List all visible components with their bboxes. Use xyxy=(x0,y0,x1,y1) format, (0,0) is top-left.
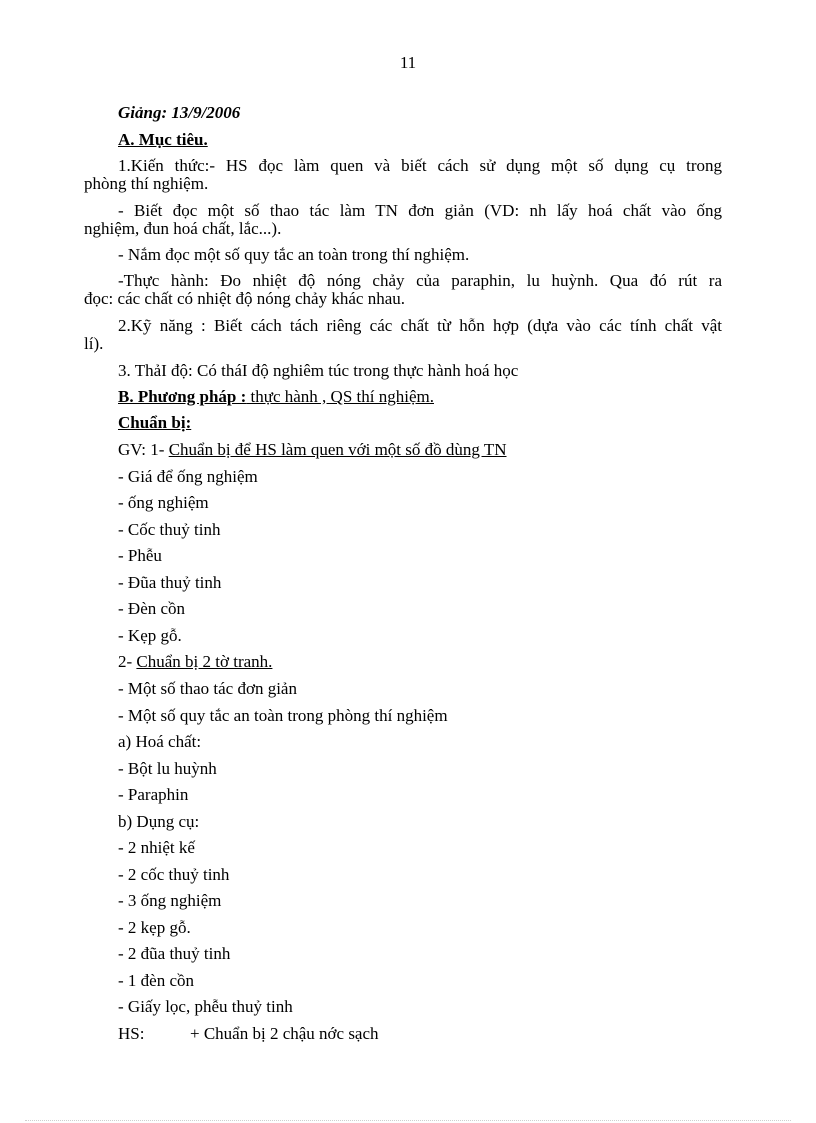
list-item: - Giấy lọc, phễu thuỷ tinh xyxy=(118,997,293,1016)
hs-label: HS: xyxy=(118,1024,145,1043)
gv-heading: Chuẩn bị để HS làm quen với một số đồ dùng TN xyxy=(168,440,507,459)
list-item: - 2 đũa thuỷ tinh xyxy=(118,944,231,963)
list-item: - 2 cốc thuỷ tinh xyxy=(118,865,230,884)
list-item: - 1 đèn cồn xyxy=(118,971,195,990)
hs-text: + Chuẩn bị 2 chậu nớc sạch xyxy=(190,1024,379,1043)
objective-skills-line-2: lí). xyxy=(84,334,104,353)
list-item: - Bột lu huỳnh xyxy=(118,759,217,778)
objective-practice-line-2: đọc: các chất có nhiệt độ nóng chảy khác nhau. xyxy=(84,289,405,308)
section-a-title: A. Mục tiêu. xyxy=(118,130,208,149)
list-item: - Đèn cồn xyxy=(118,599,186,618)
list-item: - Đũa thuỷ tinh xyxy=(118,573,222,592)
page-number: 11 xyxy=(399,53,417,72)
objective-safety-rules: - Nắm đọc một số quy tắc an toàn trong thí nghiệm. xyxy=(118,245,470,264)
list-item: - Paraphin xyxy=(118,785,189,804)
list-item: - ống nghiệm xyxy=(118,493,209,512)
list-item: - Phễu xyxy=(118,546,162,565)
objective-skills-line-1: 2.Kỹ năng : Biết cách tách riêng các chất từ hỗn hợp (dựa vào các tính chất vật xyxy=(118,316,722,335)
list-item: - Một số quy tắc an toàn trong phòng thí nghiệm xyxy=(118,706,448,725)
objective-practice-line-1: -Thực hành: Đo nhiệt độ nóng chảy của paraphin, lu huỳnh. Qua đó rút ra xyxy=(118,271,722,290)
gv-line xyxy=(118,440,507,460)
list-item: - Một số thao tác đơn giản xyxy=(118,679,297,698)
date-line: Giảng: 13/9/2006 xyxy=(118,103,241,122)
list-item: - 2 nhiệt kế xyxy=(118,838,195,857)
gv-prefix: GV: 1- xyxy=(118,440,169,459)
section-b-text: thực hành , QS thí nghiệm. xyxy=(246,387,434,406)
objective-attitude: 3. ThảI độ: Có tháI độ nghiêm túc trong thực hành hoá học xyxy=(118,361,519,380)
gv-part2-prefix: 2- xyxy=(118,652,137,671)
list-item: - Kẹp gỗ. xyxy=(118,626,182,645)
gv-part2-heading: Chuẩn bị 2 tờ tranh. xyxy=(136,652,273,671)
chemicals-heading: a) Hoá chất: xyxy=(118,732,202,751)
section-b-title: B. Phương pháp : xyxy=(118,387,247,406)
tools-heading: b) Dụng cụ: xyxy=(118,812,200,831)
list-item: - Giá để ống nghiệm xyxy=(118,467,258,486)
prep-title: Chuẩn bị: xyxy=(118,413,192,432)
objective-operations-line-1: - Biết đọc một số thao tác làm TN đơn giản (VD: nh lấy hoá chất vào ống xyxy=(118,201,722,220)
footer-divider xyxy=(25,1120,791,1121)
objective-knowledge-line-1: 1.Kiến thức:- HS đọc làm quen và biết cách sử dụng một số dụng cụ trong xyxy=(118,156,722,175)
list-item: - 2 kẹp gỗ. xyxy=(118,918,191,937)
section-b-line xyxy=(118,387,434,407)
objective-knowledge-line-2: phòng thí nghiệm. xyxy=(84,174,209,193)
objective-operations-line-2: nghiệm, đun hoá chất, lắc...). xyxy=(84,219,282,238)
gv-part2-line xyxy=(118,652,272,672)
list-item: - Cốc thuỷ tinh xyxy=(118,520,221,539)
list-item: - 3 ống nghiệm xyxy=(118,891,222,910)
